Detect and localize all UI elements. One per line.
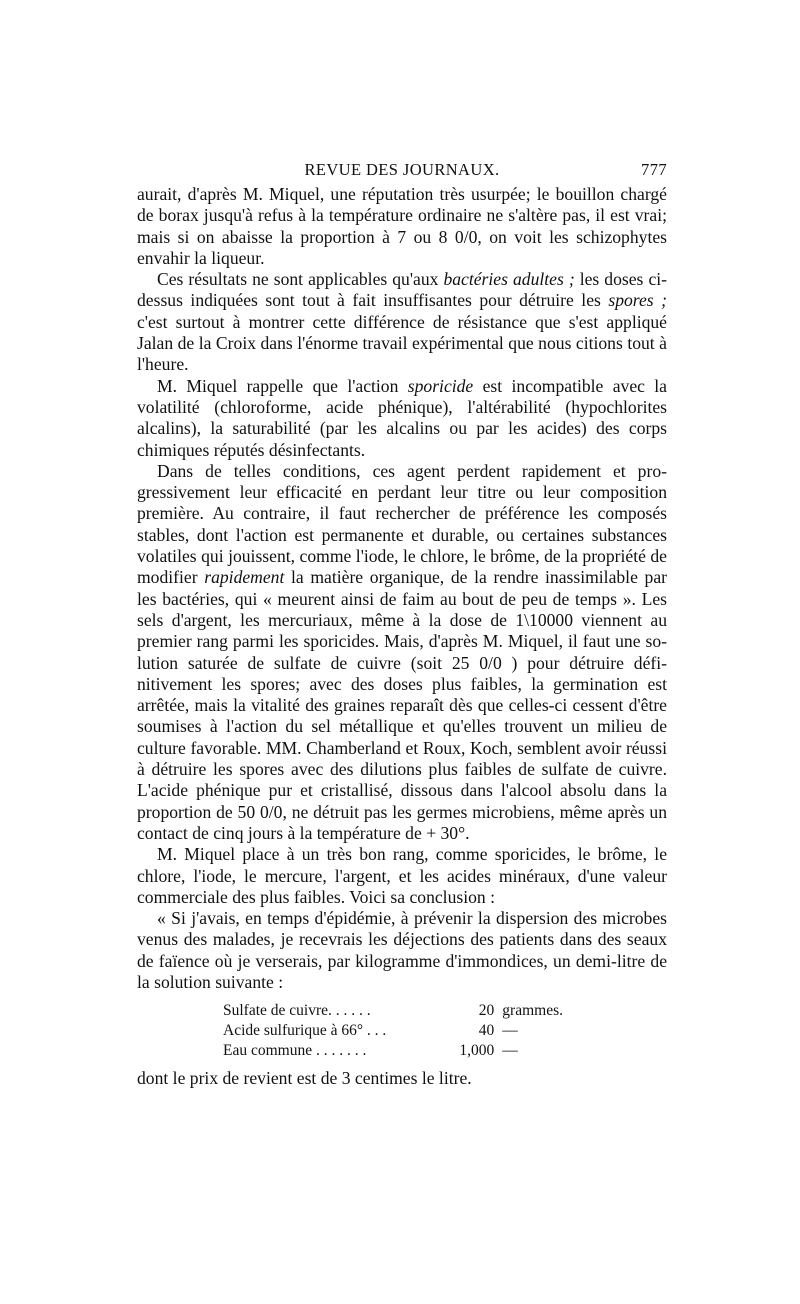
text-run: M. Miquel place à un très bon rang, comme sporicides, le brôme, le chlore, l'iode, le mercure, l'argent, et les acides minéraux, d'une valeur commerciale des plus faibles. Voici sa conclusion :	[137, 844, 667, 907]
paragraph	[137, 376, 667, 461]
italic-text: sporicide	[407, 375, 474, 396]
text-run: la matière organique, de la rendre inassimilable par les bactéries, qui « meurent ainsi de faim au bout de peu de temps ». Les sels d'argent, les mercuriaux, même à la dose de 1\10000 viennent au premier rang parmi les sporicides. Mais, d'après M. Miquel, il faut une solution saturée de sulfate de cuivre (soit 25 0/0 ) pour détruire définitivement les spores; avec des doses plus faibles, la germination est arrêtée, mais la vitalité des graines reparaît dès que celles-ci cessent d'être soumises à l'action du sel métallique et qu'elles trouvent un milieu de culture favorable. MM. Chamberland et Roux, Koch, semblent avoir réussi à détruire les spores avec des dilutions plus faibles de sulfate de cuivre. L'acide phénique pur et cristallisé, dissous dans l'alcool absolu dans la proportion de 50 0/0, ne détruit pas les germes microbiens, même après un contact de cinq jours à la température de + 30°.	[137, 567, 667, 843]
paragraph	[137, 184, 667, 269]
ingredient-name: Eau commune . . . . . . .	[223, 1042, 367, 1060]
text-run: M. Miquel rappelle que l'action	[157, 375, 408, 396]
paragraph-list	[137, 184, 667, 993]
text-run: est incompatible avec la volatilité (chloroforme, acide phénique), l'altérabilité (hypochlorites alcalins), la saturabilité (par les alcalins ou par les acides) des corps chimiques réputés désinfectants.	[137, 375, 667, 460]
article-body	[137, 184, 667, 1090]
recipe-row	[223, 1021, 563, 1041]
italic-text: spores ;	[608, 290, 667, 311]
text-run: c'est surtout à montrer cette différence de résistance que s'est appliqué Jalan de la Croix dans l'énorme travail expérimental que nous citions tout à l'heure.	[137, 311, 667, 375]
paragraph	[137, 844, 667, 908]
text-run: Ces résultats ne sont applicables qu'aux	[157, 269, 444, 290]
page-number: 777	[641, 160, 667, 179]
italic-text: bactéries adultes ;	[443, 269, 575, 290]
paragraph	[137, 269, 667, 375]
ingredient-quantity: 20	[478, 1002, 495, 1020]
ingredient-quantity: 1,000	[459, 1042, 495, 1060]
recipe-table	[223, 1001, 563, 1061]
text-run: les doses ci-dessus indiquées sont tout à fait insuffisantes pour détruire les	[137, 269, 667, 311]
ingredient-unit: —	[502, 1022, 518, 1040]
closing-line: dont le prix de revient est de 3 centimes le litre.	[137, 1068, 472, 1089]
ingredient-unit: —	[502, 1042, 518, 1060]
paragraph	[137, 908, 667, 993]
ingredient-name: Sulfate de cuivre. . . . . .	[223, 1002, 371, 1020]
text-run: Dans de telles conditions, ces agent perdent rapidement et progressivement leur efficacité en perdant leur titre ou leur composition première. Au contraire, il faut rechercher de préférence les composés stables, dont l'action est permanente et durable, ou certaines substances volatiles qui jouissent, comme l'iode, le chlore, le brôme, de la propriété de modifier	[137, 460, 667, 588]
text-run: « Si j'avais, en temps d'épidémie, à prévenir la dispersion des microbes venus des malades, je recevrais les déjections des patients dans des seaux de faïence où je verserais, par kilogramme d'immondices, un demi-litre de la solution suivante :	[137, 908, 667, 992]
text-run: aurait, d'après M. Miquel, une réputation très usurpée; le bouillon chargé de borax jusqu'à refus à la température ordinaire ne s'altère pas, il est vrai; mais si on abaisse la proportion à 7 ou 8 0/0, on voit les schizophytes envahir la liqueur.	[137, 184, 667, 268]
italic-text: rapidement	[204, 567, 285, 588]
paragraph	[137, 461, 667, 844]
running-title: REVUE DES JOURNAUX.	[304, 160, 500, 179]
recipe-row	[223, 1041, 563, 1061]
ingredient-unit: grammes.	[502, 1002, 563, 1020]
recipe-row	[223, 1001, 563, 1021]
page-header	[137, 160, 667, 182]
ingredient-quantity: 40	[478, 1022, 495, 1040]
ingredient-name: Acide sulfurique à 66° . . .	[223, 1022, 387, 1040]
